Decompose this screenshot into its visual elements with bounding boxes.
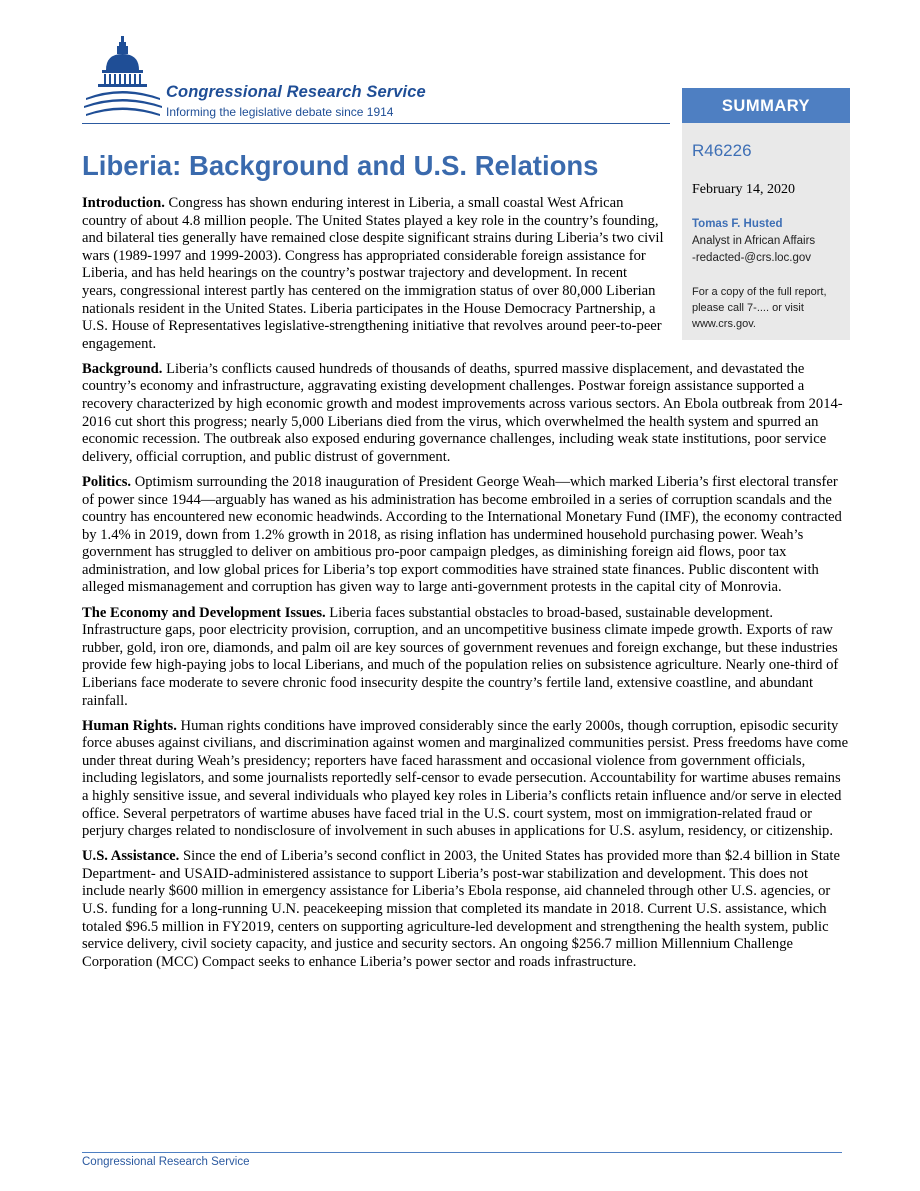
section-text: Liberia’s conflicts caused hundreds of thousands of deaths, spurred massive displacement, and devastated the country’s economy and infrastructure, aggravating existing development challenges. Postwar foreign assistance supported a recovery characterized by high economic growth and modest improvements across various sectors. An Ebola outbreak from 2014-2016 cut short this progress; nearly 5,000 Liberians died from the virus, which overwhelmed the health system and spurred an economic recession. The outbreak also exposed enduring governance challenges, including weak state institutions, poor service delivery, official corruption, and public distrust of government. — [82, 360, 843, 465]
report-date: February 14, 2020 — [692, 182, 796, 197]
org-name: Congressional Research Service — [166, 83, 426, 101]
section-text: Since the end of Liberia’s second conflict in 2003, the United States has provided more than $2.4 billion in State Department- and USAID-administered assistance to support Liberia’s post-war stabilization and development. This does not include nearly $600 million in emergency assistance for Liberia’s Ebola response, aid channeled through other U.S. agencies, or U.S. funding for a long-running U.N. peacekeeping mission that completed its mandate in 2018. Current U.S. assistance, which totaled $96.5 million in FY2019, centers on supporting agriculture-led development and strengthening the health system, public service delivery, civil society capacity, and justice and security sectors. An ongoing $256.7 million Millennium Challenge Corporation (MCC) Compact seeks to enhance Liberia’s power sector and roads infrastructure. — [82, 848, 840, 970]
author-name: Tomas F. Husted — [692, 218, 783, 230]
author-title: Analyst in African Affairs — [692, 235, 816, 247]
section-economy — [82, 605, 850, 711]
section-human-rights — [82, 718, 850, 841]
org-tagline: Informing the legislative debate since 1914 — [166, 105, 394, 119]
section-background — [82, 361, 850, 467]
section-text: Liberia faces substantial obstacles to broad-based, sustainable development. Infrastructure gaps, poor electricity provision, corruption, and an uncompetitive business climate impede growth. Exports of raw rubber, gold, iron ore, diamonds, and palm oil are key sources of government revenues and foreign exchange, but these industries provide few high-paying jobs to local Liberians, and much of the population relies on subsistence agriculture. Nearly one-third of Liberians face moderate to severe chronic food insecurity despite the country’s fertile land, extensive coastline, and abundant rainfall. — [82, 604, 839, 709]
summary-label: SUMMARY — [682, 88, 850, 123]
summary-body — [82, 195, 850, 979]
section-heading: Introduction. — [82, 195, 165, 211]
author-email[interactable]: -redacted-@crs.loc.gov — [692, 252, 812, 264]
report-title: Liberia: Background and U.S. Relations — [82, 150, 599, 181]
section-us-assistance — [82, 848, 850, 971]
footer-divider — [82, 1152, 842, 1153]
section-text: Human rights conditions have improved considerably since the early 2000s, though corruption, episodic security force abuses against civilians, and discrimination against women and marginalized communities persist. Press freedoms have come under threat during Weah’s presidency; reporters have faced harassment and occasional violence from government officials, including legislators, and some journalists reportedly self-censor to evade persecution. Accountability for wartime abuses remains a highly sensitive issue, and several individuals who played key roles in Liberia’s conflicts retain influence and/or serve in elected office. Several perpetrators of wartime abuses have faced trial in the U.S. court system, most on immigration-related fraud or perjury charges related to nondisclosure of involvement in such abuses in applications for U.S. asylum, residency, or citizenship. — [82, 717, 849, 840]
section-heading: U.S. Assistance. — [82, 848, 180, 865]
header-divider — [82, 123, 670, 124]
crs-logo[interactable] — [84, 36, 474, 122]
section-heading: Politics. — [82, 473, 132, 490]
footer-text: Congressional Research Service — [82, 1156, 250, 1168]
sidebar-spacer — [664, 195, 850, 335]
capitol-dome-icon — [84, 36, 164, 122]
section-text: Optimism surrounding the 2018 inauguration of President George Weah—which marked Liberia’s first electoral transfer of power since 1944—arguably has waned as his administration has become embroiled in a series of corruption scandals and the country has encountered new economic headwinds. According to the International Monetary Fund (IMF), the economy contracted by 1.4% in 2019, down from 1.2% growth in 2018, as rising inflation has undermined household purchasing power. Weah’s government has struggled to deliver on ambitious pro-poor campaign pledges, as diminishing foreign aid flows, poor tax administration, and low global prices for Liberia’s top export commodities have strained state finances. Public discontent with alleged mismanagement and corruption has given way to large anti-government protests in the capital city of Monrovia. — [82, 473, 842, 596]
section-heading: The Economy and Development Issues. — [82, 604, 326, 621]
section-text: Congress has shown enduring interest in Liberia, a small coastal West African country of about 4.8 million people. The United States played a key role in the country’s founding, and bilateral ties generally have remained close despite significant strains during Liberia’s two civil wars (1989-1997 and 1999-2003). Congress has appropriated considerable foreign assistance for Liberia, and has held hearings on the country’s postwar trajectory and development. In recent years, congressional interest partly has centered on the immigration status of over 80,000 Liberian nationals resident in the United States. Liberia participates in the House Democracy Partnership, a U.S. House of Representatives legislative-strengthening initiative that revolves around peer-to-peer engagement. — [82, 195, 664, 352]
report-number: R46226 — [692, 141, 752, 160]
copy-note: For a copy of the full report, please call 7-.... or visit www.crs.gov. — [692, 286, 827, 330]
section-heading: Human Rights. — [82, 717, 177, 734]
section-politics — [82, 474, 850, 597]
section-heading: Background. — [82, 360, 163, 377]
